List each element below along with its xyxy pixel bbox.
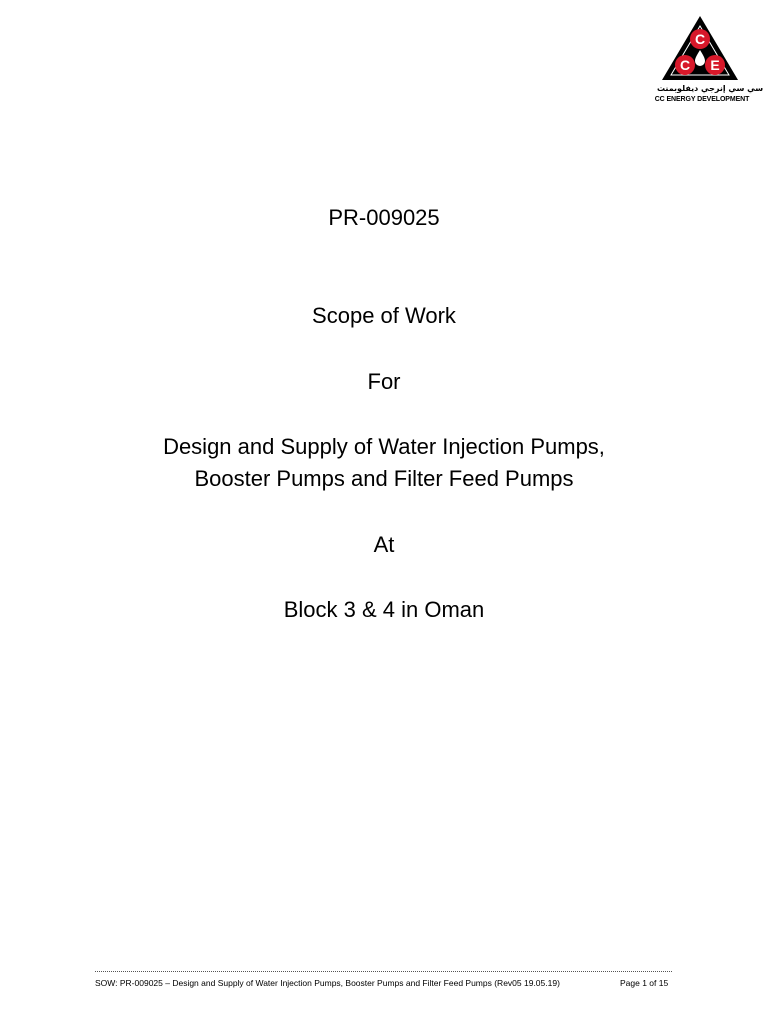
logo-company-name: CC ENERGY DEVELOPMENT (654, 96, 750, 103)
document-heading: Scope of Work (312, 303, 456, 328)
at-label: At (373, 532, 395, 557)
logo-letter-right: E (710, 57, 720, 73)
subject-line-1: Design and Supply of Water Injection Pumps, (163, 434, 605, 459)
svg-text:سي سي إنرجي ديفلوبمنت: سي سي إنرجي ديفلوبمنت (656, 84, 764, 93)
document-reference: PR-009025 (328, 205, 440, 230)
logo-letter-top: C (694, 31, 706, 47)
footer-text: SOW: PR-009025 – Design and Supply of Water Injection Pumps, Booster Pumps and Filter Feed Pumps (Rev05 19.05.19) (95, 978, 560, 988)
for-label: For (367, 369, 401, 394)
document-location: Block 3 & 4 in Oman (283, 597, 485, 622)
footer-divider (95, 971, 672, 972)
logo-arabic-text (656, 82, 764, 94)
logo-letter-left: C (679, 57, 691, 73)
company-logo (648, 14, 764, 106)
subject-line-2: Booster Pumps and Filter Feed Pumps (194, 466, 574, 491)
footer-page-number: Page 1 of 15 (620, 978, 669, 988)
cce-triangle-logo-icon (648, 14, 752, 84)
document-subject (0, 434, 768, 492)
